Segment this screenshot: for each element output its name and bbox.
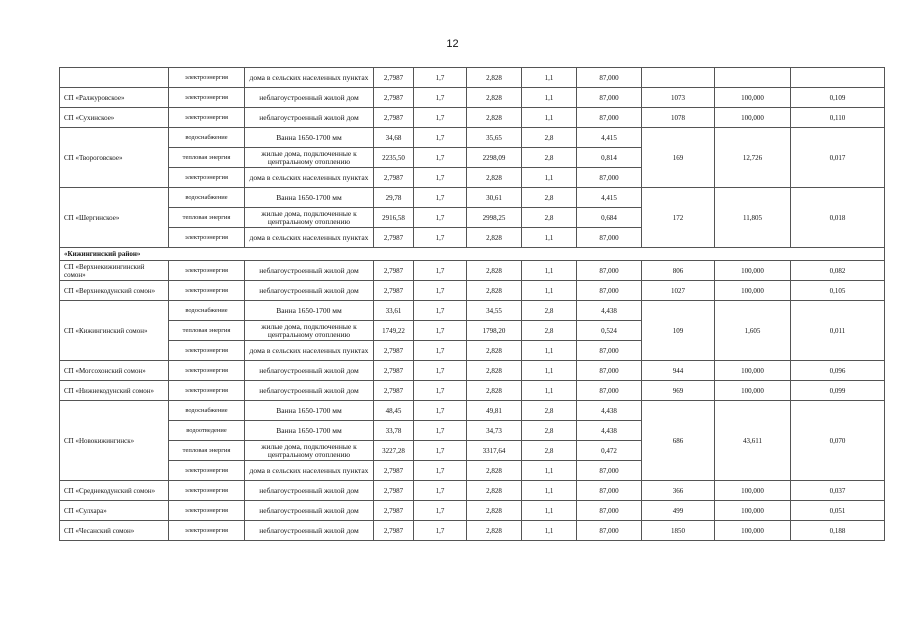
table-cell: 0,524 <box>577 321 642 341</box>
table-cell: 100,000 <box>715 361 791 381</box>
table-cell: 1,7 <box>414 341 467 361</box>
table-cell: 1,7 <box>414 301 467 321</box>
table-cell: 2,7987 <box>374 461 414 481</box>
table-cell: 87,000 <box>577 281 642 301</box>
table-cell: СП «Сухинское» <box>60 108 169 128</box>
table-cell: водоотведение <box>169 421 245 441</box>
table-row <box>60 521 885 541</box>
table-cell: Ванна 1650-1700 мм <box>245 401 374 421</box>
table-cell: 87,000 <box>577 521 642 541</box>
table-cell: 2916,58 <box>374 208 414 228</box>
table-cell: 0,110 <box>791 108 885 128</box>
table-cell: 49,81 <box>467 401 522 421</box>
table-cell: электроэнергия <box>169 341 245 361</box>
table-cell: 100,000 <box>715 261 791 281</box>
table-cell: электроэнергия <box>169 461 245 481</box>
table-cell: 87,000 <box>577 88 642 108</box>
table-cell: СП «Верхнекодунский сомон» <box>60 281 169 301</box>
table-cell: 2,828 <box>467 281 522 301</box>
table-cell: 1,1 <box>522 108 577 128</box>
table-cell: 1,7 <box>414 281 467 301</box>
table-row <box>60 281 885 301</box>
table-cell: 0,105 <box>791 281 885 301</box>
table-cell: 1798,20 <box>467 321 522 341</box>
table-cell <box>791 68 885 88</box>
table-cell: неблагоустроенный жилой дом <box>245 108 374 128</box>
table-cell: СП «Могсохонский сомон» <box>60 361 169 381</box>
table-cell: 3317,64 <box>467 441 522 461</box>
table-cell: 100,000 <box>715 381 791 401</box>
table-cell: неблагоустроенный жилой дом <box>245 481 374 501</box>
table-cell: 806 <box>642 261 715 281</box>
table-cell: 2,7987 <box>374 228 414 248</box>
table-cell: 100,000 <box>715 281 791 301</box>
table-cell: 2998,25 <box>467 208 522 228</box>
table-cell: 3227,28 <box>374 441 414 461</box>
table-cell: 2,7987 <box>374 88 414 108</box>
table-cell: 1,7 <box>414 88 467 108</box>
table-cell: 2,7987 <box>374 521 414 541</box>
table-cell: 1,1 <box>522 381 577 401</box>
table-cell: 35,65 <box>467 128 522 148</box>
table-cell: Ванна 1650-1700 мм <box>245 421 374 441</box>
table-cell: 2,828 <box>467 501 522 521</box>
table-cell: 1,1 <box>522 481 577 501</box>
table-cell: 2,7987 <box>374 361 414 381</box>
table-cell: 87,000 <box>577 341 642 361</box>
table-cell: электроэнергия <box>169 501 245 521</box>
table-row <box>60 381 885 401</box>
table-cell: 1,1 <box>522 68 577 88</box>
table-cell: электроэнергия <box>169 361 245 381</box>
table-cell: электроэнергия <box>169 381 245 401</box>
table-cell: 1,7 <box>414 128 467 148</box>
table-cell: 0,472 <box>577 441 642 461</box>
table-cell: 109 <box>642 301 715 361</box>
table-cell: Ванна 1650-1700 мм <box>245 301 374 321</box>
section-row <box>60 248 885 261</box>
table-cell: 100,000 <box>715 481 791 501</box>
table-cell: 2,828 <box>467 381 522 401</box>
table-cell: 2298,09 <box>467 148 522 168</box>
table-row <box>60 401 885 421</box>
table-cell: 2,8 <box>522 421 577 441</box>
table-cell: СП «Сулхара» <box>60 501 169 521</box>
table-cell: жилые дома, подключенные к центральному отоплению <box>245 321 374 341</box>
table-cell: 0,109 <box>791 88 885 108</box>
table-cell: 2,8 <box>522 208 577 228</box>
table-cell: 87,000 <box>577 361 642 381</box>
table-cell: 2,7987 <box>374 501 414 521</box>
table-cell: 2,7987 <box>374 281 414 301</box>
table-cell: 1,7 <box>414 381 467 401</box>
table-cell: 1,1 <box>522 341 577 361</box>
table-cell: 1073 <box>642 88 715 108</box>
table-cell: 1,1 <box>522 461 577 481</box>
table-row <box>60 261 885 281</box>
table-cell: 1,1 <box>522 228 577 248</box>
table-cell: 2,7987 <box>374 261 414 281</box>
table-cell: 1749,22 <box>374 321 414 341</box>
table-cell: электроэнергия <box>169 68 245 88</box>
table-row <box>60 68 885 88</box>
table-cell: 0,017 <box>791 128 885 188</box>
table-cell: 2,828 <box>467 341 522 361</box>
table-cell: 87,000 <box>577 168 642 188</box>
table-cell: электроэнергия <box>169 481 245 501</box>
table-row <box>60 481 885 501</box>
table-cell: 1,7 <box>414 168 467 188</box>
table-cell: неблагоустроенный жилой дом <box>245 381 374 401</box>
table-cell: 1850 <box>642 521 715 541</box>
table-cell <box>642 68 715 88</box>
table-cell: СП «Шергинское» <box>60 188 169 248</box>
table-cell: жилые дома, подключенные к центральному отоплению <box>245 148 374 168</box>
table-cell: 87,000 <box>577 228 642 248</box>
table-cell: СП «Кижингинский сомон» <box>60 301 169 361</box>
table-cell: 1,1 <box>522 361 577 381</box>
table-cell: 2,7987 <box>374 168 414 188</box>
table-cell: тепловая энергия <box>169 208 245 228</box>
table-cell: неблагоустроенный жилой дом <box>245 281 374 301</box>
table-cell: неблагоустроенный жилой дом <box>245 501 374 521</box>
table-cell: неблагоустроенный жилой дом <box>245 88 374 108</box>
table-cell: СП «Ралжуровское» <box>60 88 169 108</box>
table-cell: 4,438 <box>577 401 642 421</box>
table-cell: 0,099 <box>791 381 885 401</box>
table-cell: 33,61 <box>374 301 414 321</box>
table-cell: 1,7 <box>414 208 467 228</box>
table-cell: тепловая энергия <box>169 441 245 461</box>
table-cell: 48,45 <box>374 401 414 421</box>
table-cell: 1,7 <box>414 68 467 88</box>
table-cell: электроэнергия <box>169 88 245 108</box>
table-cell: Ванна 1650-1700 мм <box>245 188 374 208</box>
table-cell: 1078 <box>642 108 715 128</box>
table-cell: 1,7 <box>414 441 467 461</box>
table-cell: 2,828 <box>467 361 522 381</box>
table-cell: СП «Чесанский сомон» <box>60 521 169 541</box>
table-cell: водоснабжение <box>169 401 245 421</box>
table-cell: 2,7987 <box>374 481 414 501</box>
table-cell: электроэнергия <box>169 108 245 128</box>
table-row <box>60 361 885 381</box>
table-cell: 2,828 <box>467 481 522 501</box>
table-cell: 2,828 <box>467 461 522 481</box>
table-cell: 12,726 <box>715 128 791 188</box>
table-cell: 1,7 <box>414 421 467 441</box>
table-cell: 100,000 <box>715 88 791 108</box>
table-cell: 1,7 <box>414 461 467 481</box>
table-cell: 4,438 <box>577 301 642 321</box>
table-cell: 2,7987 <box>374 108 414 128</box>
table-row <box>60 128 885 148</box>
table-cell: 87,000 <box>577 481 642 501</box>
table-cell: 499 <box>642 501 715 521</box>
table-cell: 366 <box>642 481 715 501</box>
table-cell: Ванна 1650-1700 мм <box>245 128 374 148</box>
table-cell: 1,1 <box>522 168 577 188</box>
table-cell: 87,000 <box>577 261 642 281</box>
table-cell: 4,415 <box>577 188 642 208</box>
table-cell: 2,828 <box>467 88 522 108</box>
table-cell: 2,7987 <box>374 341 414 361</box>
table-cell: 686 <box>642 401 715 481</box>
table-cell: 2,8 <box>522 321 577 341</box>
table-cell: водоснабжение <box>169 188 245 208</box>
table-cell <box>60 68 169 88</box>
table-cell: СП «Твороговское» <box>60 128 169 188</box>
table-cell: жилые дома, подключенные к центральному отоплению <box>245 208 374 228</box>
table-cell: СП «Среднекодунский сомон» <box>60 481 169 501</box>
table-cell: водоснабжение <box>169 128 245 148</box>
table-cell: 2,828 <box>467 261 522 281</box>
table-cell: 0,082 <box>791 261 885 281</box>
table-cell: электроэнергия <box>169 168 245 188</box>
table-cell: 0,096 <box>791 361 885 381</box>
table-cell: 1,7 <box>414 361 467 381</box>
table-cell: 2,8 <box>522 188 577 208</box>
table-cell: 0,018 <box>791 188 885 248</box>
table-cell: дома в сельских населенных пунктах <box>245 461 374 481</box>
table-cell: 1,7 <box>414 261 467 281</box>
table-row <box>60 188 885 208</box>
table-cell: 1,7 <box>414 148 467 168</box>
tariff-table <box>59 67 885 541</box>
table-cell: 87,000 <box>577 501 642 521</box>
table-cell: 2,828 <box>467 108 522 128</box>
table-cell: СП «Нижнекодунский сомон» <box>60 381 169 401</box>
table-cell: 1,1 <box>522 281 577 301</box>
table-cell: 1,7 <box>414 321 467 341</box>
table-cell: 0,070 <box>791 401 885 481</box>
table-cell: 2,8 <box>522 441 577 461</box>
table-cell: электроэнергия <box>169 261 245 281</box>
table-cell: 1027 <box>642 281 715 301</box>
table-cell: водоснабжение <box>169 301 245 321</box>
table-cell: 944 <box>642 361 715 381</box>
table-cell: 4,415 <box>577 128 642 148</box>
table-cell: 2,8 <box>522 301 577 321</box>
table-cell: электроэнергия <box>169 228 245 248</box>
table-cell: 2235,50 <box>374 148 414 168</box>
table-cell: 2,828 <box>467 68 522 88</box>
table-cell: 1,7 <box>414 481 467 501</box>
table-cell: 1,1 <box>522 501 577 521</box>
table-cell: 2,8 <box>522 401 577 421</box>
table-cell: 43,611 <box>715 401 791 481</box>
table-cell: 1,7 <box>414 228 467 248</box>
table-row <box>60 108 885 128</box>
table-cell: 2,828 <box>467 228 522 248</box>
table-cell: 0,684 <box>577 208 642 228</box>
table-cell <box>715 68 791 88</box>
table-cell: 1,1 <box>522 521 577 541</box>
table-cell: 2,7987 <box>374 68 414 88</box>
table-cell: 2,7987 <box>374 381 414 401</box>
table-cell: неблагоустроенный жилой дом <box>245 521 374 541</box>
table-cell: тепловая энергия <box>169 321 245 341</box>
page-number: 12 <box>446 38 459 50</box>
table-cell: 2,828 <box>467 168 522 188</box>
table-cell: дома в сельских населенных пунктах <box>245 68 374 88</box>
table-cell: 1,7 <box>414 188 467 208</box>
table-cell: 2,828 <box>467 521 522 541</box>
table-cell: 1,7 <box>414 401 467 421</box>
table-cell: 87,000 <box>577 108 642 128</box>
table-cell: 1,7 <box>414 108 467 128</box>
table-cell: 0,814 <box>577 148 642 168</box>
table-cell: 169 <box>642 128 715 188</box>
table-cell: 1,1 <box>522 88 577 108</box>
table-cell: 0,188 <box>791 521 885 541</box>
table-cell: 100,000 <box>715 501 791 521</box>
table-cell: 34,68 <box>374 128 414 148</box>
table-cell: неблагоустроенный жилой дом <box>245 361 374 381</box>
table-cell: СП «Верхнекижингинский сомон» <box>60 261 169 281</box>
table-cell: 2,8 <box>522 148 577 168</box>
table-cell: тепловая энергия <box>169 148 245 168</box>
table-cell: 100,000 <box>715 521 791 541</box>
table-cell: 0,037 <box>791 481 885 501</box>
table-cell: 11,805 <box>715 188 791 248</box>
table-cell: 1,605 <box>715 301 791 361</box>
table-row <box>60 88 885 108</box>
table-cell: 30,61 <box>467 188 522 208</box>
table-body <box>60 68 885 541</box>
table-cell: жилые дома, подключенные к центральному отоплению <box>245 441 374 461</box>
table-cell: 969 <box>642 381 715 401</box>
table-cell: дома в сельских населенных пунктах <box>245 228 374 248</box>
table-cell: СП «Новокижингинск» <box>60 401 169 481</box>
table-cell: 1,7 <box>414 521 467 541</box>
table-cell: 0,011 <box>791 301 885 361</box>
table-cell: 2,8 <box>522 128 577 148</box>
table-cell: 4,438 <box>577 421 642 441</box>
table-cell: 34,55 <box>467 301 522 321</box>
table-cell: дома в сельских населенных пунктах <box>245 341 374 361</box>
table-cell: электроэнергия <box>169 521 245 541</box>
table-cell: 1,7 <box>414 501 467 521</box>
table-cell: 1,1 <box>522 261 577 281</box>
table-cell: 87,000 <box>577 381 642 401</box>
table-cell: 29,78 <box>374 188 414 208</box>
table-cell: 87,000 <box>577 461 642 481</box>
section-title: «Кижингинский район» <box>60 248 885 261</box>
table-cell: 87,000 <box>577 68 642 88</box>
table-cell: 33,78 <box>374 421 414 441</box>
table-cell: 100,000 <box>715 108 791 128</box>
table-cell: дома в сельских населенных пунктах <box>245 168 374 188</box>
table-cell: электроэнергия <box>169 281 245 301</box>
table-cell: 172 <box>642 188 715 248</box>
table-row <box>60 301 885 321</box>
table-cell: 0,051 <box>791 501 885 521</box>
table-cell: 34,73 <box>467 421 522 441</box>
table-row <box>60 501 885 521</box>
table-cell: неблагоустроенный жилой дом <box>245 261 374 281</box>
